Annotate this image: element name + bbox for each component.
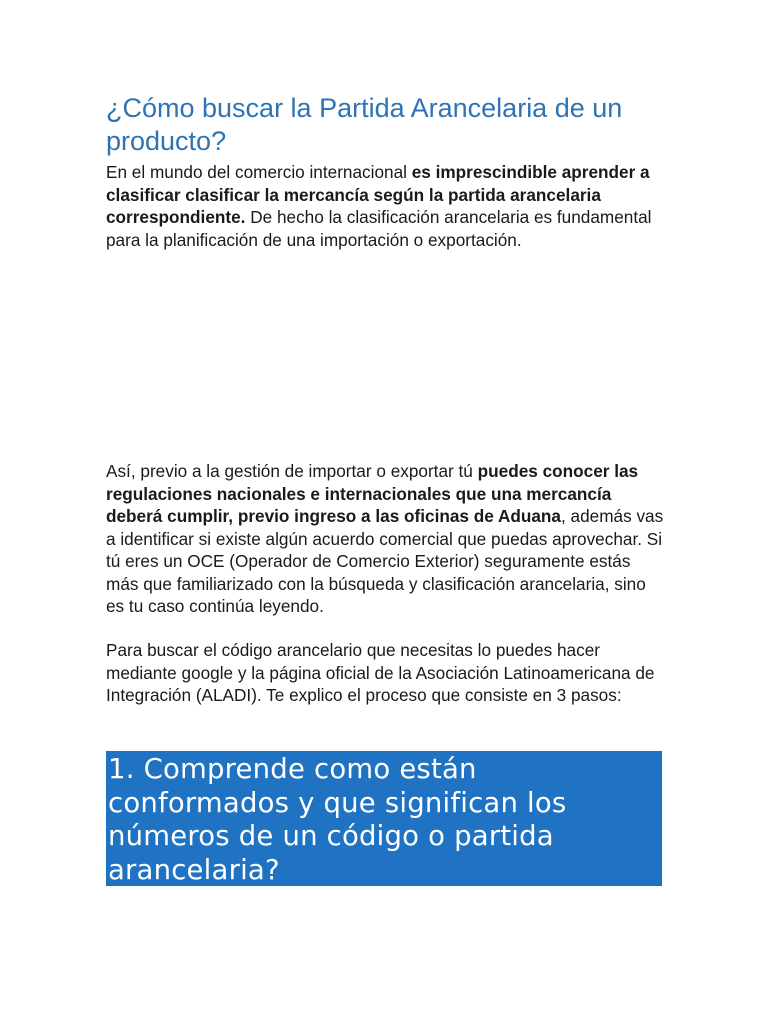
intro-text-1: En el mundo del comercio internacional	[106, 162, 412, 182]
process-paragraph: Para buscar el código arancelario que necesitas lo puedes hacer mediante google y la página oficial de la Asociación Latinoamericana de Integración (ALADI). Te explico el proceso que consiste en 3 pasos:	[106, 640, 655, 705]
page-title: ¿Cómo buscar la Partida Arancelaria de un producto?	[106, 93, 623, 156]
intro-text-2: De hecho la clasificación arancelaria es fundamental para la planificación de una importación o exportación.	[106, 207, 652, 250]
regulations-text-bold: puedes conocer las regulaciones nacionales e internacionales que una mercancía deberá cumplir, previo ingreso a las oficinas de Aduana	[106, 461, 639, 526]
regulations-paragraph	[106, 460, 666, 618]
regulations-text-2: , además vas a identificar si existe algún acuerdo comercial que puedas aprovechar. Si tú eres un OCE (Operador de Comercio Exterior) seguramente estás más que familiarizado con la búsqueda y clasificación arancelaria, sino es tu caso continúa leyendo.	[106, 506, 664, 616]
step-1-banner	[106, 751, 662, 886]
regulations-text-1: Así, previo a la gestión de importar o exportar tú	[106, 461, 478, 481]
intro-paragraph	[106, 161, 666, 251]
intro-text-bold: es imprescindible aprender a clasificar clasificar la mercancía según la partida arancelaria correspondiente.	[106, 162, 650, 227]
step-1-heading: 1. Comprende como están conformados y que significan los números de un código o partida arancelaria?	[108, 753, 567, 886]
